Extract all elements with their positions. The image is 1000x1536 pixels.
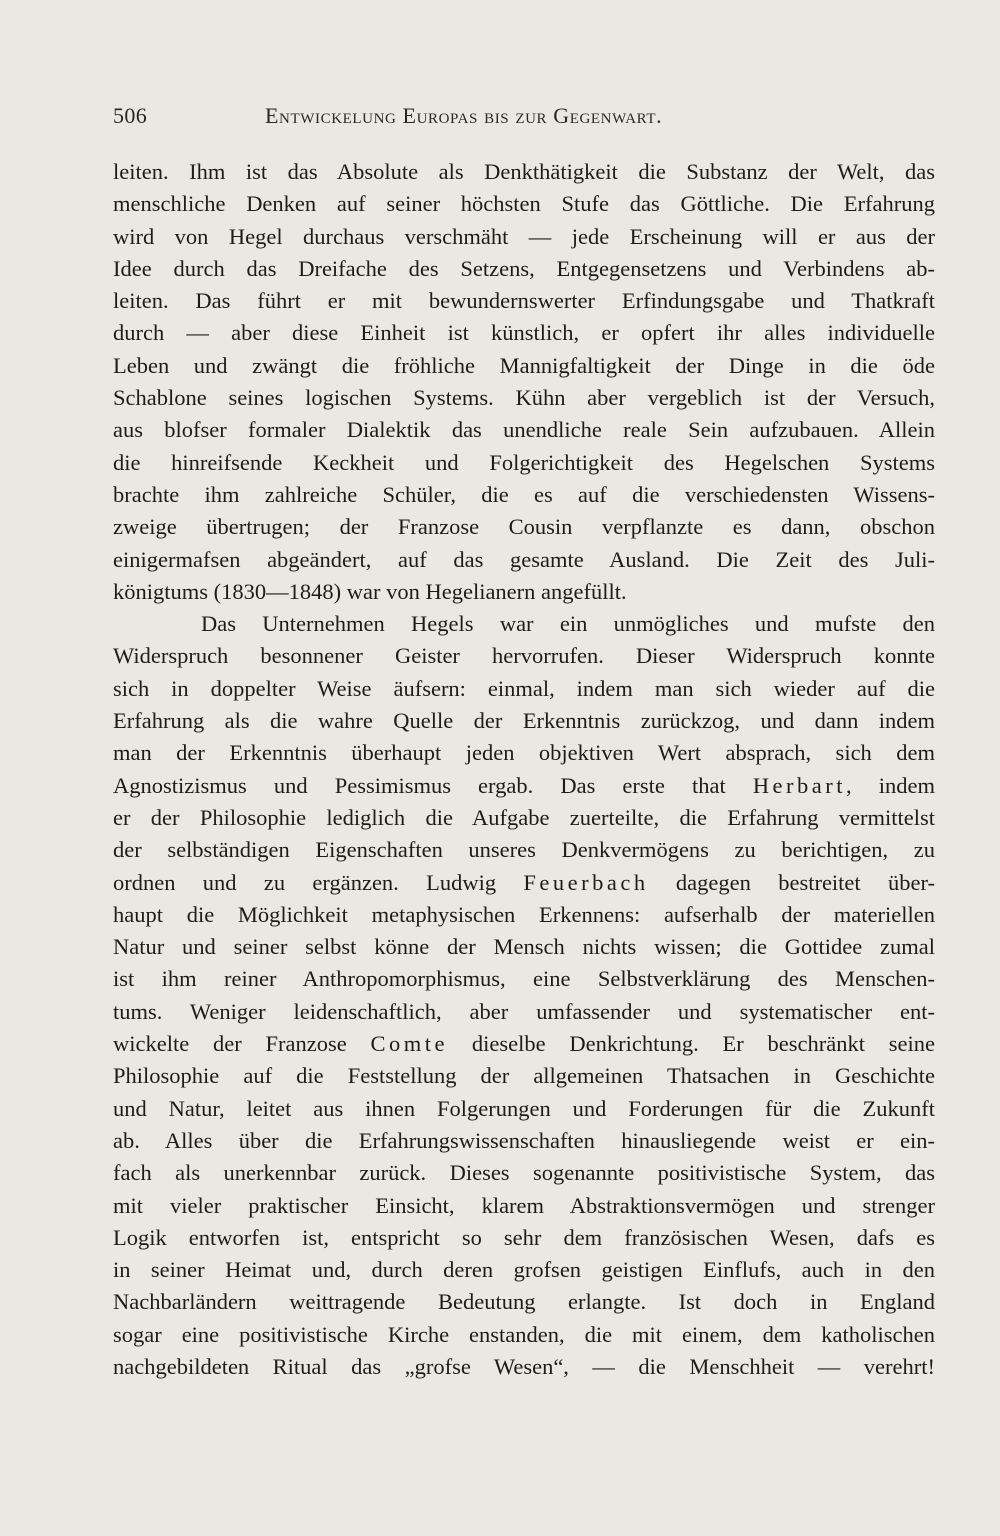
text-line: in seiner Heimat und, durch deren grofsen geistigen Einflufs, auch in den	[113, 1257, 935, 1283]
text-line: durch — aber diese Einheit ist künstlich, er opfert ihr alles individuelle	[113, 320, 935, 346]
name-comte: Comte	[370, 1031, 449, 1057]
text-line: Erfahrung als die wahre Quelle der Erkenntnis zurückzog, und dann indem	[113, 708, 935, 734]
text-line: er der Philosophie lediglich die Aufgabe zuerteilte, die Erfahrung vermittelst	[113, 804, 935, 830]
text-line: ab. Alles über die Erfahrungswissenschaften hinausliegende weist er ein-	[113, 1127, 935, 1153]
line-text: wickelte der Franzose	[113, 1031, 347, 1057]
body-text	[113, 156, 935, 1383]
text-line: nachgebildeten Ritual das „grofse Wesen“, — die Menschheit — verehrt!	[113, 1353, 935, 1379]
running-head	[113, 99, 875, 133]
text-line: Leben und zwängt die fröhliche Mannigfaltigkeit der Dinge in die öde	[113, 352, 935, 378]
text-line: einigermafsen abgeändert, auf das gesamte Ausland. Die Zeit des Juli-	[113, 546, 935, 572]
text-line: Idee durch das Dreifache des Setzens, Entgegensetzens und Verbindens ab-	[113, 255, 935, 281]
paragraph-start-line: Das Unternehmen Hegels war ein unmögliches und mufste den	[201, 611, 935, 637]
text-line: sogar eine positivistische Kirche enstanden, die mit einem, dem katholischen	[113, 1321, 935, 1347]
text-line: zweige übertrugen; der Franzose Cousin verpflanzte es dann, obschon	[113, 514, 935, 540]
name-feuerbach: Feuerbach	[523, 869, 649, 895]
text-line: der selbständigen Eigenschaften unseres Denkvermögens zu berichtigen, zu	[113, 837, 935, 863]
text-line: sich in doppelter Weise äufsern: einmal, indem man sich wieder auf die	[113, 675, 935, 701]
page-number: 506	[113, 103, 148, 128]
line-text: ordnen und zu ergänzen. Ludwig	[113, 869, 497, 895]
text-line: und Natur, leitet aus ihnen Folgerungen und Forderungen für die Zukunft	[113, 1095, 935, 1121]
text-line: Logik entworfen ist, entspricht so sehr dem französischen Wesen, dafs es	[113, 1224, 935, 1250]
text-line: haupt die Möglichkeit metaphysischen Erkennens: aufserhalb der materiellen	[113, 901, 935, 927]
line-text: Agnostizismus und Pessimismus ergab. Das erste that	[113, 772, 726, 798]
paragraph-end-line: königtums (1830—1848) war von Hegelianern angefüllt.	[113, 578, 627, 604]
text-line: die hinreifsende Keckheit und Folgerichtigkeit des Hegelschen Systems	[113, 449, 935, 475]
running-title: Entwickelung Europas bis zur Gegenwart.	[265, 103, 663, 128]
line-text: dieselbe Denkrichtung. Er beschränkt seine	[448, 1031, 935, 1057]
text-line: menschliche Denken auf seiner höchsten Stufe das Göttliche. Die Erfahrung	[113, 191, 935, 217]
text-line: wird von Hegel durchaus verschmäht — jede Erscheinung will er aus der	[113, 223, 935, 249]
text-line: Schablone seines logischen Systems. Kühn aber vergeblich ist der Versuch,	[113, 385, 935, 411]
line-text: , indem	[846, 772, 935, 798]
text-line: fach als unerkennbar zurück. Dieses sogenannte positivistische System, das	[113, 1160, 935, 1186]
text-line: leiten. Ihm ist das Absolute als Denkthätigkeit die Substanz der Welt, das	[113, 159, 935, 184]
text-line-herbart	[113, 770, 935, 802]
text-line: man der Erkenntnis überhaupt jeden objektiven Wert absprach, sich dem	[113, 740, 935, 766]
text-line: leiten. Das führt er mit bewundernswerter Erfindungsgabe und Thatkraft	[113, 288, 935, 314]
text-line-feuerbach	[113, 867, 935, 899]
text-line: brachte ihm zahlreiche Schüler, die es auf die verschiedensten Wissens-	[113, 481, 935, 507]
text-line: Philosophie auf die Feststellung der allgemeinen Thatsachen in Geschichte	[113, 1063, 935, 1089]
text-line: Nachbarländern weittragende Bedeutung erlangte. Ist doch in England	[113, 1289, 935, 1315]
text-line: Widerspruch besonnener Geister hervorrufen. Dieser Widerspruch konnte	[113, 643, 935, 669]
text-line: tums. Weniger leidenschaftlich, aber umfassender und systematischer ent-	[113, 998, 935, 1024]
text-line: ist ihm reiner Anthropomorphismus, eine Selbstverklärung des Menschen-	[113, 966, 935, 992]
text-line: Natur und seiner selbst könne der Mensch nichts wissen; die Gottidee zumal	[113, 934, 935, 960]
text-line: mit vieler praktischer Einsicht, klarem Abstraktionsvermögen und strenger	[113, 1192, 935, 1218]
text-line: aus blofser formaler Dialektik das unendliche reale Sein aufzubauen. Allein	[113, 417, 935, 443]
line-text: dagegen bestreitet über-	[648, 869, 935, 895]
name-herbart: Herbart	[752, 772, 847, 798]
text-line-comte	[113, 1028, 935, 1060]
